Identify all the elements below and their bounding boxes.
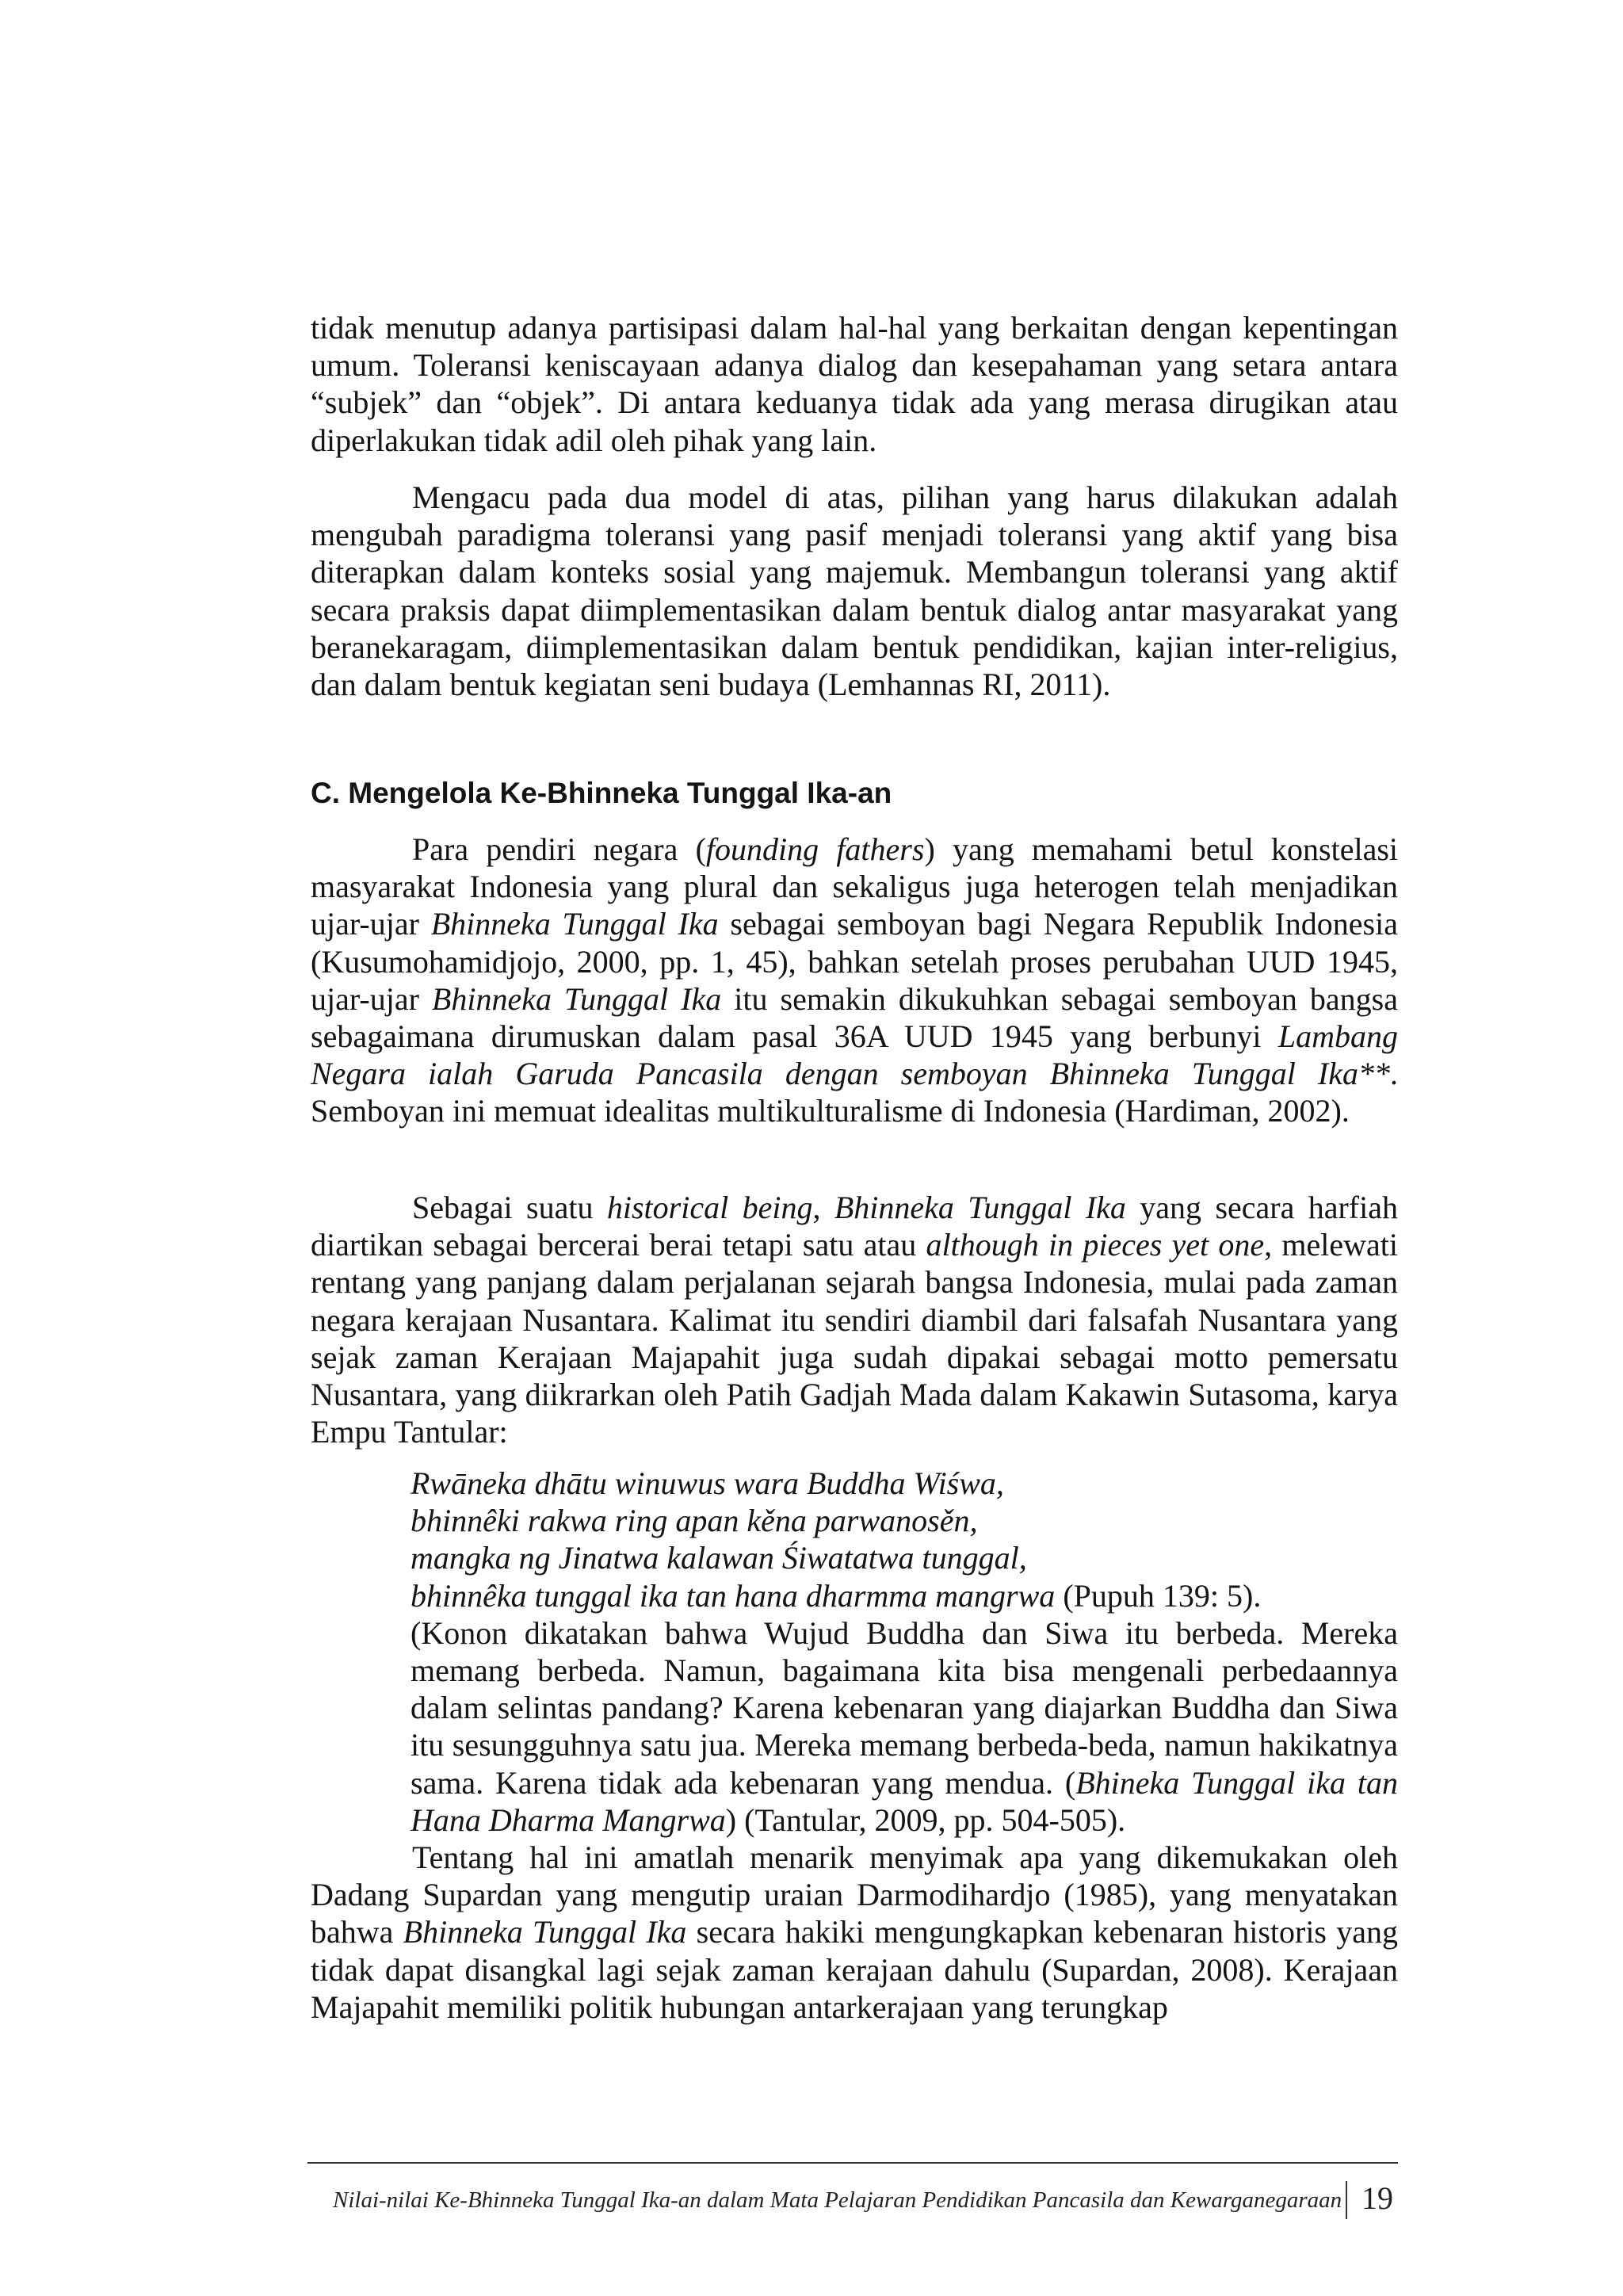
italic-term: Bhineka Tunggal ika tan Hana Dharma Mangrwa [411,1764,1398,1838]
paragraph-text: Mengacu pada dua model di atas, pilihan yang harus dilakukan adalah mengubah paradigma toleransi yang pasif menjadi toleransi yang aktif yang bisa diterapkan dalam konteks sosial yang majemuk. Membangun toleransi yang aktif secara praksis dapat diimplementasikan dalam bentuk dialog antar masyarakat yang beranekaragam, diimplementasikan dalam bentuk pendidikan, kajian inter-religius, dan dalam bentuk kegiatan seni budaya (Lemhannas RI, 2011). [311,479,1398,703]
paragraph-text [311,1189,1398,1450]
italic-term: Bhinneka Tunggal Ika [403,1914,687,1950]
page-number: 19 [1361,2180,1393,2216]
text-run: . Semboyan ini memuat idealitas multikulturalisme di Indonesia (Hardiman, 2002). [311,1056,1398,1129]
text-run: ) (Tantular, 2009, pp. 504-505). [725,1801,1126,1838]
italic-term: Bhinneka Tunggal Ika [834,1190,1126,1225]
text-run: (Konon dikatakan bahwa Wujud Buddha dan Siwa itu berbeda. Mereka memang berbeda. Namun, bagaimana kita bisa mengenali perbedaannya dalam selintas pandang? Karena kebenaran yang diajarkan Buddha dan Siwa itu sesungguhnya satu jua. Mereka memang berbeda-beda, namun hakikatnya sama. Karena tidak ada kebenaran yang mendua. ( [411,1614,1398,1801]
kakawin-verse-quote [411,1465,1398,1870]
verse-line: Rwāneka dhātu winuwus wara Buddha Wiśwa, [411,1465,1004,1501]
italic-term: although in pieces yet one [926,1227,1265,1263]
paragraph-text: tidak menutup adanya partisipasi dalam hal-hal yang berkaitan dengan kepentingan umum. Toleransi keniscayaan adanya dialog dan kesepahaman yang setara antara “subjek” dan “objek”. Di antara keduanya tidak ada yang merasa dirugikan atau diperlakukan tidak adil oleh pihak yang lain. [311,310,1398,458]
text-run: secara hakiki mengungkapkan kebenaran historis yang tidak dapat disangkal lagi sejak zaman kerajaan dahulu (Supardan, 2008). Kerajaan Majapahit memiliki politik hubungan antarkerajaan yang terungkap [311,1914,1398,2025]
italic-term: founding fathers [705,831,925,867]
paragraph-text [311,1839,1398,2026]
section-heading: C. Mengelola Ke-Bhinneka Tunggal Ika-an [311,777,892,809]
paragraph-historical-being [311,1189,1398,1450]
paragraph-founding-fathers [311,831,1398,1130]
text-run: Para pendiri negara ( [412,831,706,867]
verse-line [411,1577,1398,1614]
italic-quote: Lambang Negara ialah Garuda Pancasila dengan semboyan Bhinneka Tunggal Ika** [311,1018,1398,1092]
italic-term: Bhinneka Tunggal Ika [431,980,722,1017]
text-run: itu semakin dikukuhkan sebagai semboyan bangsa sebagaimana dirumuskan dalam pasal 36A UUD 1945 yang berbunyi [311,980,1398,1055]
italic-term: historical being [606,1190,813,1225]
footer-divider [307,2162,1398,2164]
verse-line-text: bhinnêka tunggal ika tan hana dharmma mangrwa [411,1577,1056,1614]
italic-term: Bhinneka Tunggal Ika [430,906,719,942]
text-run: yang secara harfiah diartikan sebagai bercerai berai tetapi satu atau [311,1190,1398,1263]
text-run: sebagai semboyan bagi Negara Republik Indonesia (Kusumohamidjojo, 2000, pp. 1, 45), bahkan setelah proses perubahan UUD 1945, ujar-ujar [311,906,1398,1017]
verse-line: mangka ng Jinatwa kalawan Śiwatatwa tunggal, [411,1540,1027,1576]
verse-line: bhinnêki rakwa ring apan kěna parwanosěn, [411,1503,978,1539]
text-run: Tentang hal ini amatlah menarik menyimak apa yang dikemukakan oleh Dadang Supardan yang mengutip uraian Darmodihardjo (1985), yang menyatakan bahwa [311,1839,1398,1950]
verse-translation [411,1614,1398,1839]
paragraph-toleransi-aktif [311,479,1398,703]
paragraph-toleransi-continuation [311,309,1398,459]
paragraph-text [311,831,1398,1130]
running-footer-title: Nilai-nilai Ke-Bhinneka Tunggal Ika-an dalam Mata Pelajaran Pendidikan Pancasila dan Kewarganegaraan [333,2187,1342,2213]
text-run: , melewati rentang yang panjang dalam perjalanan sejarah bangsa Indonesia, mulai pada zaman negara kerajaan Nusantara. Kalimat itu sendiri diambil dari falsafah Nusantara yang sejak zaman Kerajaan Majapahit juga sudah dipakai sebagai motto pemersatu Nusantara, yang diikrarkan oleh Patih Gadjah Mada dalam Kakawin Sutasoma, karya Empu Tantular: [311,1227,1398,1450]
text-run: ) yang memahami betul konstelasi masyarakat Indonesia yang plural dan sekaligus juga heterogen telah menjadikan ujar-ujar [311,831,1398,942]
text-run: , [812,1190,834,1225]
verse-citation: (Pupuh 139: 5). [1055,1577,1262,1614]
footer-separator [1346,2181,1347,2219]
text-run: Sebagai suatu [412,1190,607,1225]
paragraph-supardan [311,1839,1398,2026]
